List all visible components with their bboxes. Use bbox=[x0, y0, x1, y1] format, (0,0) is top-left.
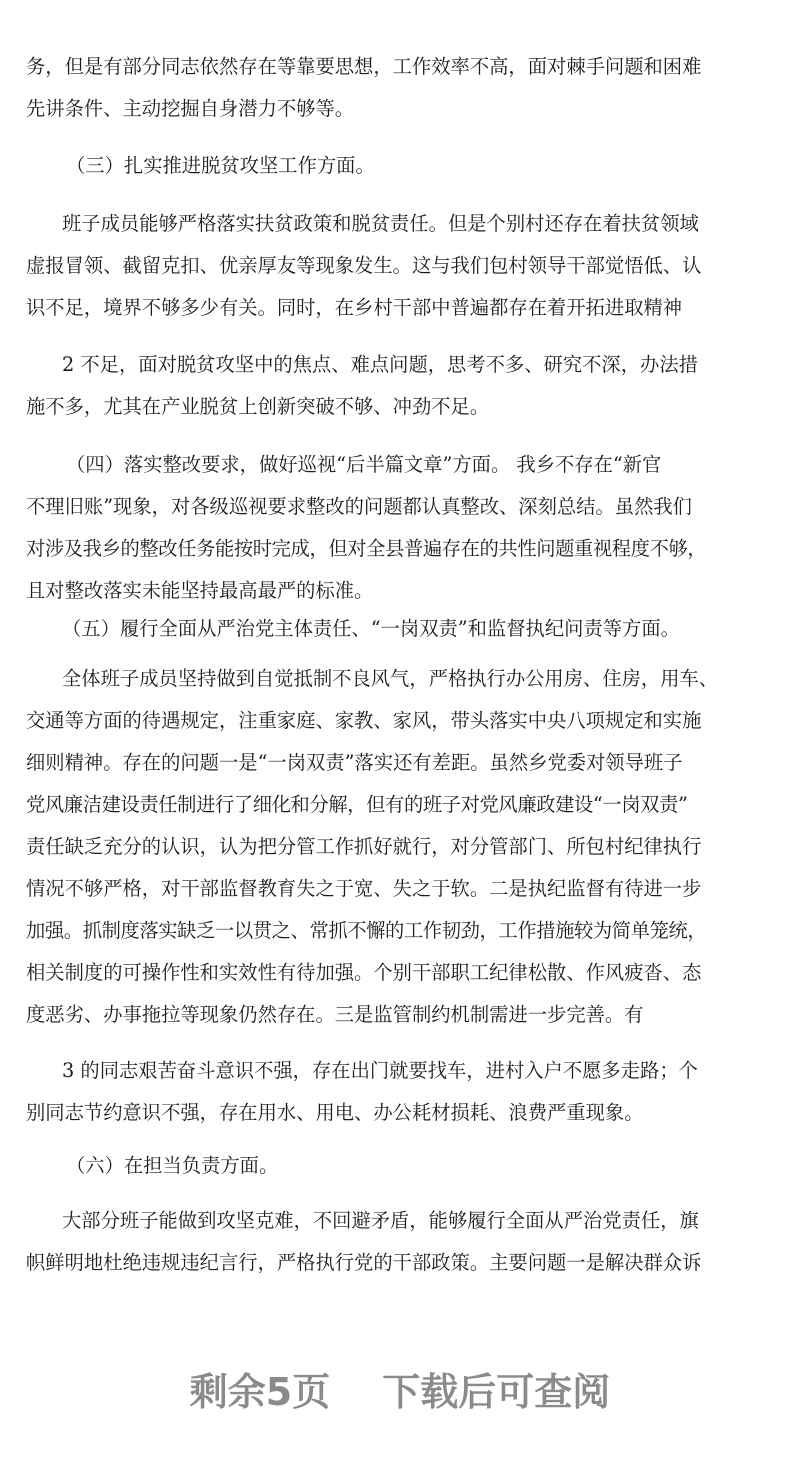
text-line: 识不足，境界不够多少有关。同时，在乡村干部中普遍都存在着开拓进取精神 bbox=[26, 296, 683, 319]
text-line: 大部分班子能做到攻坚克难，不回避矛盾，能够履行全面从严治党责任，旗 bbox=[62, 1209, 699, 1232]
download-prompt[interactable] bbox=[0, 1362, 800, 1422]
text-line: 3 的同志艰苦奋斗意识不强，存在出门就要找车，进村入户不愿多走路；个 bbox=[62, 1059, 698, 1082]
text-line: 度恶劣、办事拖拉等现象仍然存在。三是监管制约机制需进一步完善。有 bbox=[26, 1003, 644, 1026]
text-line: 先讲条件、主动挖掘自身潜力不够等。 bbox=[26, 97, 355, 120]
text-line: 加强。抓制度落实缺乏一以贯之、常抓不懈的工作韧劲，工作措施较为简单笼统， bbox=[26, 919, 707, 942]
text-line: 相关制度的可操作性和实效性有待加强。个别干部职工纪律松散、作风疲沓、态 bbox=[26, 961, 702, 984]
text-line: 对涉及我乡的整改任务能按时完成，但对全县普遍存在的共性问题重视程度不够， bbox=[26, 537, 707, 560]
text-line: 帜鲜明地杜绝违规违纪言行，严格执行党的干部政策。主要问题一是解决群众诉 bbox=[26, 1251, 702, 1274]
text-line: 细则精神。存在的问题一是“一岗双责”落实还有差距。虽然乡党委对领导班子 bbox=[26, 751, 683, 774]
text-line: 务，但是有部分同志依然存在等靠要思想，工作效率不高，面对棘手问题和困难 bbox=[26, 55, 702, 78]
text-line: 情况不够严格，对干部监督教育失之于宽、失之于软。二是执纪监督有待进一步 bbox=[26, 877, 702, 900]
text-line: 施不多，尤其在产业脱贫上创新突破不够、冲劲不足。 bbox=[26, 395, 490, 418]
download-to-view-text: 下载后可查阅 bbox=[382, 1370, 611, 1414]
text-line: 虚报冒领、截留克扣、优亲厚友等现象发生。这与我们包村领导干部觉悟低、认 bbox=[26, 254, 702, 277]
section-heading: （五）履行全面从严治党主体责任、“一岗双责”和监督执纪问责等方面。 bbox=[62, 617, 680, 640]
text-line: 交通等方面的待遇规定，注重家庭、家教、家风，带头落实中央八项规定和实施 bbox=[26, 709, 702, 732]
text-line: 不理旧账”现象，对各级巡视要求整改的问题都认真整改、深刻总结。虽然我们 bbox=[26, 495, 692, 518]
section-heading: （三）扎实推进脱贫攻坚工作方面。 bbox=[66, 154, 375, 177]
text-line: 别同志节约意识不强，存在用水、用电、办公耗材损耗、浪费严重现象。 bbox=[26, 1101, 644, 1124]
text-line: 且对整改落实未能坚持最高最严的标准。 bbox=[26, 579, 374, 602]
remaining-pages-text: 剩余5页 bbox=[189, 1370, 331, 1414]
text-line: 全体班子成员坚持做到自觉抵制不良风气，严格执行办公用房、住房，用车、 bbox=[62, 667, 719, 690]
section-heading: （六）在担当负责方面。 bbox=[66, 1154, 279, 1177]
text-line: 2 不足，面对脱贫攻坚中的焦点、难点问题，思考不多、研究不深，办法措 bbox=[62, 353, 698, 376]
text-line: 班子成员能够严格落实扶贫政策和脱贫责任。但是个别村还存在着扶贫领域 bbox=[62, 212, 699, 235]
text-line: 党风廉洁建设责任制进行了细化和分解，但有的班子对党风廉政建设“一岗双责” bbox=[26, 793, 688, 816]
text-line: 责任缺乏充分的认识，认为把分管工作抓好就行，对分管部门、所包村纪律执行 bbox=[26, 835, 702, 858]
section-heading: （四）落实整改要求，做好巡视“后半篇文章”方面。 我乡不存在“新官 bbox=[66, 453, 662, 476]
